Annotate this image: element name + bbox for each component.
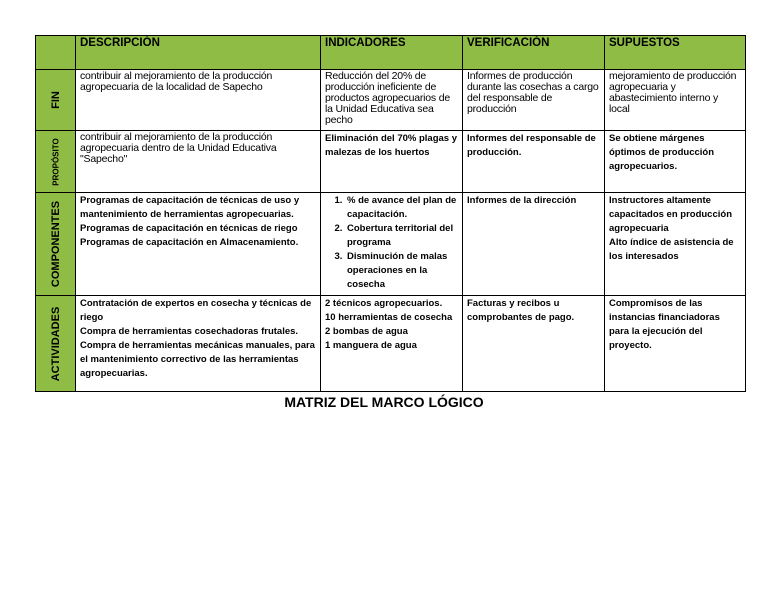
- row-fin: [36, 70, 746, 131]
- fin-verificacion: Informes de producción durante las cosechas a cargo del responsable de producción: [463, 70, 605, 131]
- actividades-descripcion-line: Compra de herramientas cosechadoras frutales.: [80, 326, 299, 337]
- logframe-matrix: [35, 35, 746, 392]
- componentes-descripcion-line: Programas de capacitación en Almacenamiento.: [80, 237, 299, 248]
- actividades-indicador-line: 2 bombas de agua: [325, 326, 408, 337]
- actividades-descripcion: [76, 296, 321, 392]
- actividades-indicador-line: 1 manguera de agua: [325, 340, 417, 351]
- actividades-indicadores: [321, 296, 463, 392]
- componentes-supuestos-line: Alto índice de asistencia de los interesados: [609, 237, 734, 262]
- row-componentes: [36, 193, 746, 296]
- proposito-verificacion: Informes del responsable de producción.: [463, 131, 605, 193]
- componentes-supuestos-line: Instructores altamente capacitados en producción agropecuaria: [609, 195, 732, 234]
- actividades-descripcion-line: Contratación de expertos en cosecha y técnicas de riego: [80, 298, 312, 323]
- header-descripcion: DESCRIPCIÓN: [76, 36, 321, 70]
- indicador-item: 1. % de avance del plan de capacitación.: [345, 194, 458, 222]
- actividades-supuestos: Compromisos de las instancias financiadoras para la ejecución del proyecto.: [605, 296, 746, 392]
- proposito-supuestos: Se obtiene márgenes óptimos de producción agropecuarios.: [605, 131, 746, 193]
- fin-descripcion: contribuir al mejoramiento de la producción agropecuaria de la localidad de Sapecho: [76, 70, 321, 131]
- componentes-descripcion-line: Programas de capacitación en técnicas de riego: [80, 223, 298, 234]
- header-verificacion: VERIFICACIÓN: [463, 36, 605, 70]
- row-label-componentes: COMPONENTES: [36, 193, 76, 296]
- actividades-indicador-line: 2 técnicos agropecuarios.: [325, 298, 443, 309]
- componentes-descripcion: [76, 193, 321, 296]
- indicador-item: 2. Cobertura territorial del programa: [345, 222, 458, 250]
- proposito-indicadores: Eliminación del 70% plagas y malezas de los huertos: [321, 131, 463, 193]
- document-title: MATRIZ DEL MARCO LÓGICO: [284, 394, 484, 410]
- componentes-verificacion: Informes de la dirección: [463, 193, 605, 296]
- row-proposito: [36, 131, 746, 193]
- indicador-item: 3. Disminución de malas operaciones en la cosecha: [345, 250, 458, 292]
- actividades-indicador-line: 10 herramientas de cosecha: [325, 312, 453, 323]
- proposito-descripcion: contribuir al mejoramiento de la producción agropecuaria dentro de la Unidad Educativa "Sapecho": [76, 131, 321, 193]
- header-indicadores: INDICADORES: [321, 36, 463, 70]
- componentes-indicadores: [321, 193, 463, 296]
- row-label-fin: FIN: [36, 70, 76, 131]
- row-label-proposito: PROPÓSITO: [36, 131, 76, 193]
- actividades-verificacion: Facturas y recibos u comprobantes de pago.: [463, 296, 605, 392]
- header-row: [36, 36, 746, 70]
- componentes-descripcion-line: Programas de capacitación de técnicas de uso y mantenimiento de herramientas agropecuarias.: [80, 195, 300, 220]
- corner-cell: [36, 36, 76, 70]
- componentes-supuestos: [605, 193, 746, 296]
- fin-supuestos: mejoramiento de producción agropecuaria y abastecimiento interno y local: [605, 70, 746, 131]
- actividades-descripcion-line: Compra de herramientas mecánicas manuales, para el mantenimiento correctivo de las herramientas agropecuarias.: [80, 340, 315, 379]
- indicadores-list: [325, 194, 458, 292]
- header-supuestos: SUPUESTOS: [605, 36, 746, 70]
- fin-indicadores: Reducción del 20% de producción ineficiente de productos agropecuarios de la Unidad Educativa sea pecho: [321, 70, 463, 131]
- row-actividades: [36, 296, 746, 392]
- row-label-actividades: ACTIVIDADES: [36, 296, 76, 392]
